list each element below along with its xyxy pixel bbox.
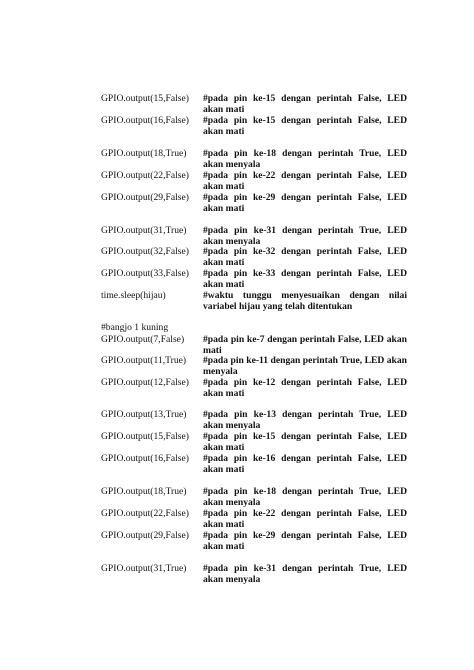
code-line: GPIO.output(32,False)	[101, 246, 189, 257]
code-comment: #pada pin ke-18 dengan perintah True, LED akan menyala	[203, 148, 407, 170]
code-comment: #pada pin ke-31 dengan perintah True, LED akan menyala	[203, 225, 407, 247]
code-line: time.sleep(hijau)	[101, 290, 166, 301]
code-line: GPIO.output(16,False)	[101, 115, 189, 126]
code-line: GPIO.output(22,False)	[101, 508, 189, 519]
code-line: GPIO.output(16,False)	[101, 453, 189, 464]
code-comment: #pada pin ke-15 dengan perintah False, LED akan mati	[203, 115, 407, 137]
code-comment: #pada pin ke-29 dengan perintah False, LED akan mati	[203, 530, 407, 552]
code-comment: #waktu tunggu menyesuaikan dengan nilai variabel hijau yang telah ditentukan	[203, 290, 407, 312]
code-comment: #pada pin ke-31 dengan perintah True, LED akan menyala	[203, 563, 407, 585]
code-comment: #pada pin ke-22 dengan perintah False, LED akan mati	[203, 508, 407, 530]
code-comment: #pada pin ke-29 dengan perintah False, LED akan mati	[203, 192, 407, 214]
code-comment: #pada pin ke-15 dengan perintah False, LED akan mati	[203, 431, 407, 453]
code-comment: #pada pin ke-7 dengan perintah False, LED akan mati	[203, 334, 407, 356]
code-line: GPIO.output(12,False)	[101, 377, 189, 388]
code-line: GPIO.output(29,False)	[101, 530, 189, 541]
code-comment: #pada pin ke-33 dengan perintah False, LED akan mati	[203, 268, 407, 290]
code-line: GPIO.output(33,False)	[101, 268, 189, 279]
code-line: GPIO.output(31,True)	[101, 563, 187, 574]
code-comment: #pada pin ke-11 dengan perintah True, LED akan menyala	[203, 355, 407, 377]
code-line: GPIO.output(22,False)	[101, 170, 189, 181]
code-line: GPIO.output(31,True)	[101, 225, 187, 236]
code-comment: #pada pin ke-16 dengan perintah False, LED akan mati	[203, 453, 407, 475]
code-comment: #pada pin ke-22 dengan perintah False, LED akan mati	[203, 170, 407, 192]
code-line: GPIO.output(15,False)	[101, 93, 189, 104]
code-comment: #pada pin ke-32 dengan perintah False, LED akan mati	[203, 246, 407, 268]
code-line: GPIO.output(18,True)	[101, 486, 187, 497]
code-line: GPIO.output(15,False)	[101, 431, 189, 442]
code-comment: #pada pin ke-15 dengan perintah False, LED akan mati	[203, 93, 407, 115]
code-line: GPIO.output(13,True)	[101, 409, 187, 420]
code-line: GPIO.output(29,False)	[101, 192, 189, 203]
code-comment: #pada pin ke-13 dengan perintah True, LED akan menyala	[203, 409, 407, 431]
code-comment: #pada pin ke-12 dengan perintah False, LED akan mati	[203, 377, 407, 399]
code-comment: #pada pin ke-18 dengan perintah True, LED akan menyala	[203, 486, 407, 508]
code-line: GPIO.output(18,True)	[101, 148, 187, 159]
code-line: GPIO.output(7,False)	[101, 334, 185, 345]
code-line: GPIO.output(11,True)	[101, 355, 187, 366]
section-heading: #bangjo 1 kuning	[101, 322, 169, 333]
